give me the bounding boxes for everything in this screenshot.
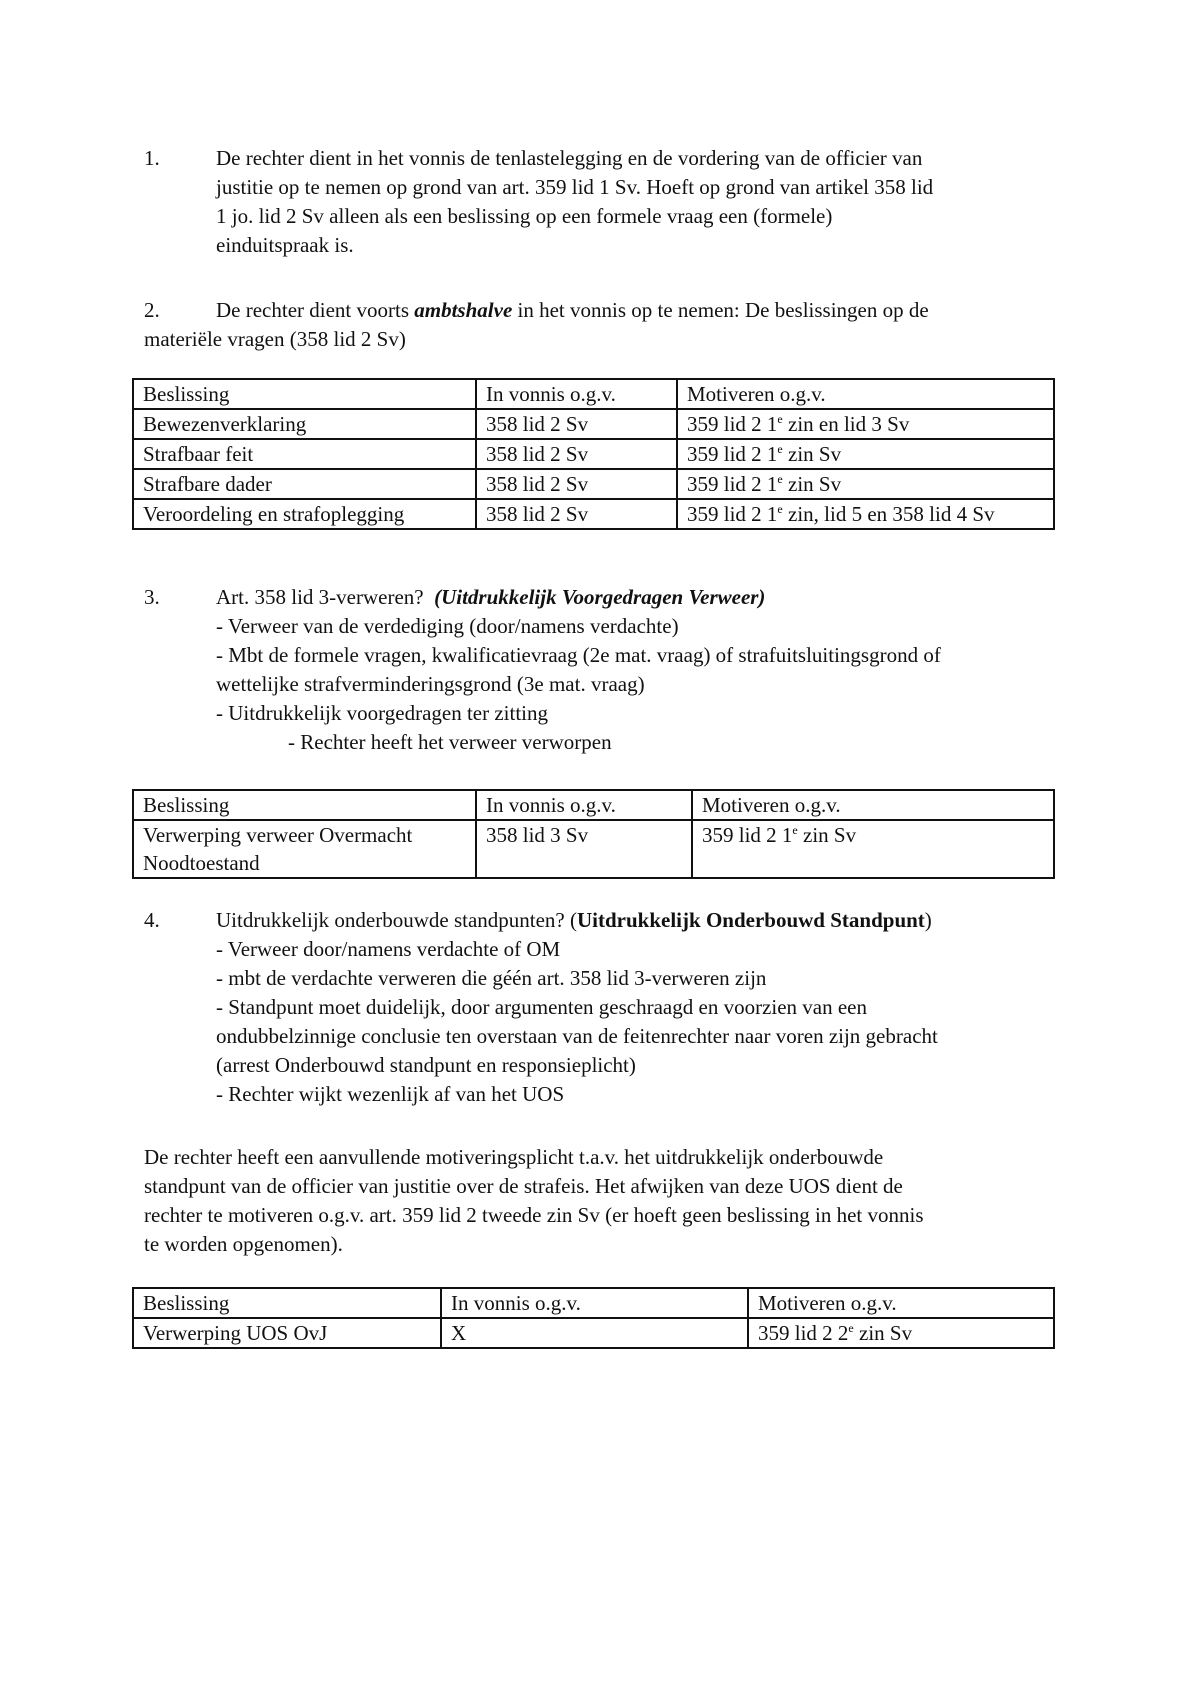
table-cell	[677, 409, 1054, 439]
table-cell: X	[441, 1318, 748, 1348]
section-4-bullet: ondubbelzinnige conclusie ten overstaan van de feitenrechter naar voren zijn gebracht	[216, 1024, 938, 1048]
section-4-bullet: (arrest Onderbouwd standpunt en responsieplicht)	[216, 1053, 636, 1077]
cell-text: zin Sv	[782, 472, 842, 496]
section-1-line: De rechter dient in het vonnis de tenlastelegging en de vordering van de officier van	[216, 146, 923, 170]
cell-text: zin en lid 3 Sv	[782, 412, 910, 436]
section-1-line: 1 jo. lid 2 Sv alleen als een beslissing op een formele vraag een (formele)	[216, 204, 833, 228]
table-header-cell: Motiveren o.g.v.	[748, 1288, 1054, 1318]
section-4-bullet: - Rechter wijkt wezenlijk af van het UOS	[216, 1082, 565, 1106]
cell-text: 359 lid 2 1	[687, 472, 778, 496]
section-1-line: justitie op te nemen op grond van art. 359 lid 1 Sv. Hoeft op grond van artikel 358 lid	[216, 175, 934, 199]
table-cell	[677, 469, 1054, 499]
cell-text: 359 lid 2 2	[758, 1321, 849, 1345]
section-3-number: 3.	[144, 585, 160, 609]
table-row	[133, 820, 1054, 878]
table-cell	[748, 1318, 1054, 1348]
decision-table-2	[132, 789, 1055, 879]
cell-text: 359 lid 2 1	[687, 502, 778, 526]
section-1	[144, 144, 1064, 260]
table-cell: 358 lid 2 Sv	[476, 499, 677, 529]
table-cell: Verwerping UOS OvJ	[133, 1318, 441, 1348]
section-3-bullet: wettelijke strafverminderingsgrond (3e mat. vraag)	[216, 672, 645, 696]
table-header-cell: In vonnis o.g.v.	[476, 790, 692, 820]
section-4-emphasis: Uitdrukkelijk Onderbouwd Standpunt	[577, 908, 925, 932]
section-2-line2: materiële vragen (358 lid 2 Sv)	[144, 327, 406, 351]
paragraph-line: te worden opgenomen).	[144, 1232, 343, 1256]
cell-superscript: e	[777, 472, 783, 486]
table-row	[133, 1318, 1054, 1348]
cell-line: Verwerping verweer Overmacht	[143, 823, 413, 847]
table-header-row	[133, 790, 1054, 820]
section-3-bullet: - Verweer van de verdediging (door/namens verdachte)	[216, 614, 679, 638]
cell-superscript: e	[777, 442, 783, 456]
table-header-cell: Beslissing	[133, 790, 476, 820]
paragraph-line: De rechter heeft een aanvullende motiveringsplicht t.a.v. het uitdrukkelijk onderbouwde	[144, 1145, 884, 1169]
table-cell: Strafbare dader	[133, 469, 476, 499]
paragraph-line: standpunt van de officier van justitie over de strafeis. Het afwijken van deze UOS dient de	[144, 1174, 903, 1198]
section-4-bullet: - mbt de verdachte verweren die géén art. 358 lid 3-verweren zijn	[216, 966, 767, 990]
cell-text: zin Sv	[797, 823, 857, 847]
section-2-text-after: in het vonnis op te nemen: De beslissingen op de	[512, 298, 929, 322]
cell-superscript: e	[777, 412, 783, 426]
section-2	[144, 296, 1064, 354]
table-row	[133, 439, 1054, 469]
table-cell	[692, 820, 1054, 878]
section-3-bullet: - Uitdrukkelijk voorgedragen ter zitting	[216, 701, 549, 725]
cell-text: zin, lid 5 en 358 lid 4 Sv	[782, 502, 995, 526]
section-2-emphasis: ambtshalve	[414, 298, 513, 322]
table-cell	[133, 820, 476, 878]
table-header-row	[133, 379, 1054, 409]
table-cell: Bewezenverklaring	[133, 409, 476, 439]
section-3-sub-bullet: - Rechter heeft het verweer verworpen	[288, 730, 612, 754]
section-2-text: De rechter dient voorts	[216, 298, 415, 322]
decision-table-1	[132, 378, 1055, 530]
cell-text: zin Sv	[782, 442, 842, 466]
motivation-paragraph	[144, 1143, 1064, 1259]
section-2-number: 2.	[144, 298, 160, 322]
table-cell: 358 lid 2 Sv	[476, 469, 677, 499]
table-header-cell: Motiveren o.g.v.	[692, 790, 1054, 820]
section-4-bullet: - Verweer door/namens verdachte of OM	[216, 937, 561, 961]
table-cell: Strafbaar feit	[133, 439, 476, 469]
table-row	[133, 499, 1054, 529]
table-cell: Veroordeling en strafoplegging	[133, 499, 476, 529]
section-4-number: 4.	[144, 908, 160, 932]
table-cell: 358 lid 3 Sv	[476, 820, 692, 878]
cell-text: 359 lid 2 1	[702, 823, 793, 847]
table-header-cell: In vonnis o.g.v.	[441, 1288, 748, 1318]
table-cell: 358 lid 2 Sv	[476, 409, 677, 439]
cell-text: 359 lid 2 1	[687, 442, 778, 466]
table-header-cell: Motiveren o.g.v.	[677, 379, 1054, 409]
table-cell	[677, 499, 1054, 529]
cell-superscript: e	[848, 1321, 854, 1335]
table-row	[133, 469, 1054, 499]
section-3-bullet: - Mbt de formele vragen, kwalificatievraag (2e mat. vraag) of strafuitsluitingsgrond of	[216, 643, 941, 667]
section-4-close: )	[924, 908, 932, 932]
table-header-cell: In vonnis o.g.v.	[476, 379, 677, 409]
section-3	[144, 583, 1064, 757]
section-4	[144, 906, 1064, 1109]
table-row	[133, 409, 1054, 439]
table-cell	[677, 439, 1054, 469]
section-1-line: einduitspraak is.	[216, 233, 354, 257]
decision-table-3	[132, 1287, 1055, 1349]
cell-text: 359 lid 2 1	[687, 412, 778, 436]
section-1-number: 1.	[144, 146, 160, 170]
table-header-cell: Beslissing	[133, 1288, 441, 1318]
paragraph-line: rechter te motiveren o.g.v. art. 359 lid 2 tweede zin Sv (er hoeft geen beslissing in het vonnis	[144, 1203, 924, 1227]
section-3-title: Art. 358 lid 3-verweren?	[216, 585, 424, 609]
cell-text: zin Sv	[853, 1321, 913, 1345]
table-header-row	[133, 1288, 1054, 1318]
cell-superscript: e	[777, 502, 783, 516]
table-cell: 358 lid 2 Sv	[476, 439, 677, 469]
table-header-cell: Beslissing	[133, 379, 476, 409]
cell-line: Noodtoestand	[143, 851, 260, 875]
section-4-title: Uitdrukkelijk onderbouwde standpunten? (	[216, 908, 577, 932]
section-4-bullet: - Standpunt moet duidelijk, door argumenten geschraagd en voorzien van een	[216, 995, 867, 1019]
cell-superscript: e	[792, 823, 798, 837]
section-3-emphasis: (Uitdrukkelijk Voorgedragen Verweer)	[434, 585, 766, 609]
